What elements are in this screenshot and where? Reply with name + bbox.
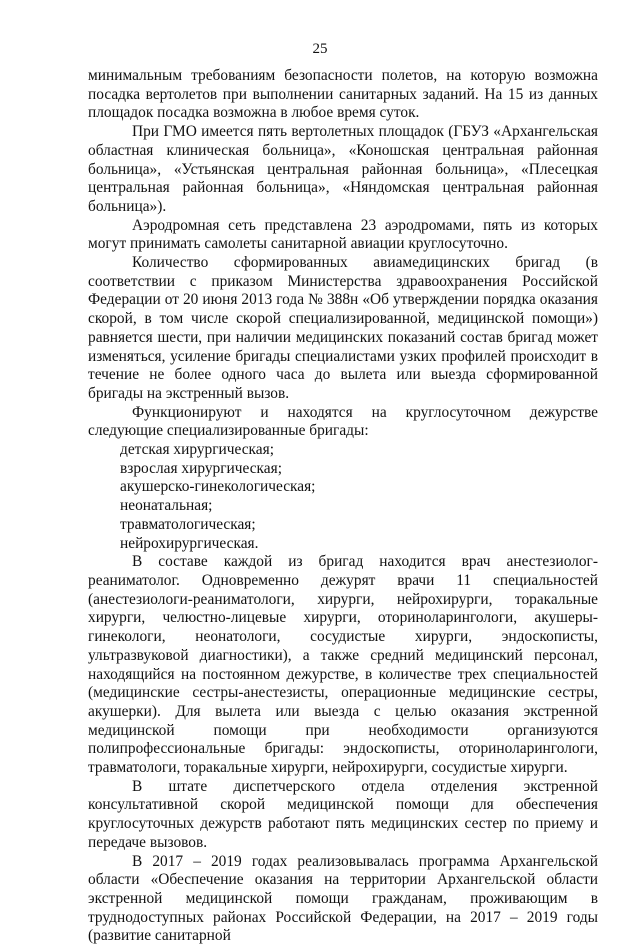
- list-item: детская хирургическая;: [120, 441, 274, 459]
- paragraph: В составе каждой из бригад находится врач анестезиолог-реаниматолог. Одновременно дежурят врачи 11 специальностей (анестезиологи-реаниматологи, хирурги, нейрохирурги, торакальные хирурги, челюстно-лицевые хирурги, оториноларингологи, акушеры-гинекологи, неонатологи, сосудистые хирурги, эндоскописты, ультразвуковой диагностики), а также средний медицинский персонал, находящийся на постоянном дежурстве, в количестве трех специальностей (медицинские сестры-анестезисты, операционные медицинские сестры, акушерки). Для вылета или выезда с целью оказания экстренной медицинской помощи при необходимости организуются полипрофессиональные бригады: эндоскописты, оториноларингологи, травматологи, торакальные хирурги, нейрохирурги, сосудистые хирурги.: [88, 553, 598, 777]
- paragraph: Количество сформированных авиамедицинских бригад (в соответствии с приказом Министерства здравоохранения Российской Федерации от 20 июня 2013 года № 388н «Об утверждении порядка оказания скорой, в том числе скорой специализированной, медицинской помощи») равняется шести, при наличии медицинских показаний состав бригад может изменяться, усиление бригады специалистами узких профилей происходит в течение не более одного часа до вылета или выезда сформированной бригады на экстренный вызов.: [88, 254, 598, 402]
- paragraph: При ГМО имеется пять вертолетных площадок (ГБУЗ «Архангельская областная клиническая больница», «Коношская центральная районная больница», «Устьянская центральная районная больница», «Плесецкая центральная районная больница», «Няндомская центральная районная больница»).: [88, 123, 598, 215]
- paragraphs-top: [88, 67, 598, 441]
- list-item: нейрохирургическая.: [120, 534, 259, 552]
- page-number: 25: [312, 41, 328, 57]
- paragraphs-bottom: [88, 553, 598, 946]
- document-body: [88, 67, 598, 946]
- list-item: травматологическая;: [120, 515, 256, 533]
- paragraph: Аэродромная сеть представлена 23 аэродромами, пять из которых могут принимать самолеты санитарной авиации круглосуточно.: [88, 216, 598, 253]
- paragraph: В штате диспетчерского отдела отделения экстренной консультативной скорой медицинской помощи для обеспечения круглосуточных дежурств работают пять медицинских сестер по приему и передаче вызовов.: [88, 777, 598, 851]
- paragraph: В 2017 – 2019 годах реализовывалась программа Архангельской области «Обеспечение оказания на территории Архангельской области экстренной медицинской помощи гражданам, проживающим в труднодоступных районах Российской Федерации, на 2017 – 2019 годы (развитие санитарной: [88, 852, 598, 945]
- paragraph: Функционируют и находятся на круглосуточном дежурстве следующие специализированные бригады:: [88, 403, 598, 440]
- list-item: взрослая хирургическая;: [120, 459, 282, 477]
- list-item: акушерско-гинекологическая;: [120, 478, 316, 496]
- list-item: неонатальная;: [120, 497, 213, 515]
- brigades-list: [88, 441, 598, 553]
- paragraph: минимальным требованиям безопасности полетов, на которую возможна посадка вертолетов при выполнении санитарных заданий. На 15 из данных площадок посадка возможна в любое время суток.: [88, 67, 598, 122]
